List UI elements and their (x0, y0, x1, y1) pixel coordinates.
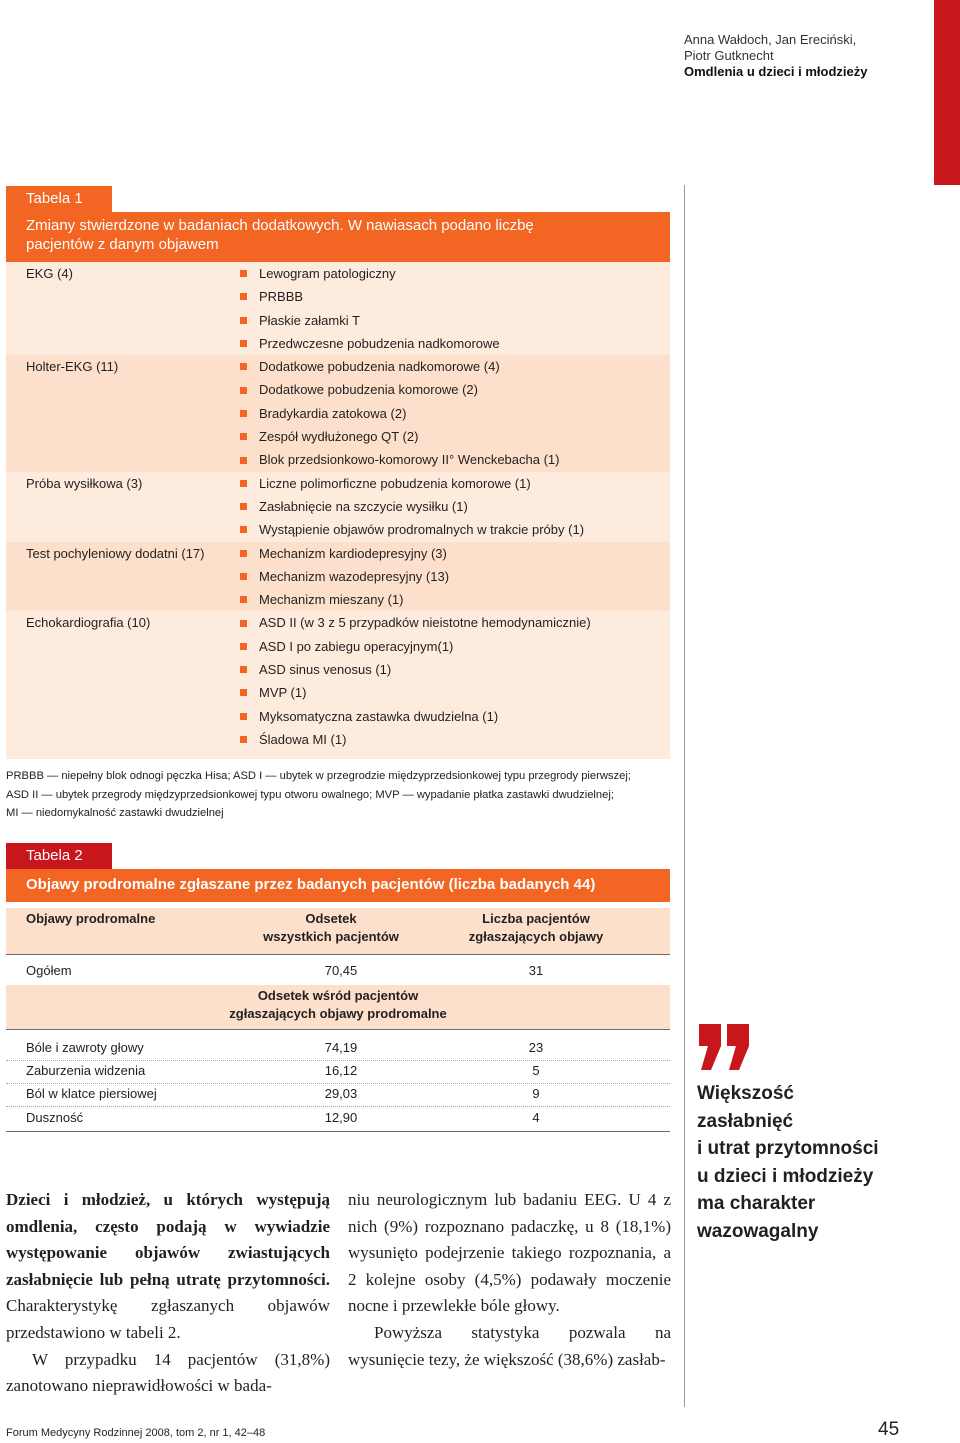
table1-row-ekg (6, 262, 670, 355)
bullet-square-icon (240, 596, 247, 603)
body-column-right (348, 1187, 671, 1373)
table1-item: Zasłabnięcie na szczycie wysiłku (1) (240, 495, 670, 518)
quote-mark-icon (697, 1022, 757, 1072)
body-column-left (6, 1187, 330, 1400)
bullet-square-icon (240, 503, 247, 510)
table1-item: ASD I po zabiegu operacyjnym(1) (240, 635, 670, 658)
bullet-square-icon (240, 643, 247, 650)
table1-item: ASD sinus venosus (1) (240, 658, 670, 681)
table1-row-holter (6, 355, 670, 471)
footnote-line: ASD II — ubytek przegrody międzyprzedsionkowej typu otworu owalnego; MVP — wypadanie płatka zastawki dwudzielnej; (6, 788, 614, 801)
bullet-square-icon (240, 340, 247, 347)
body-paragraph: Powyższa statystyka pozwala na wysunięcie tezy, że większość (38,6%) zasłab- (348, 1322, 671, 1369)
table2-tab: Tabela 2 (6, 843, 112, 869)
page-accent-bar (934, 0, 960, 185)
table1-item: Bradykardia zatokowa (2) (240, 402, 670, 425)
body-paragraph: W przypadku 14 pacjentów (31,8%) zanotowano nieprawidłowości w bada- (6, 1349, 330, 1396)
lead-text: Dzieci i młodzież, u których występują omdlenia, często podają w wywiadzie występowanie objawów zwiastujących zasłabnięcie lub pełną utratę przytomności. (6, 1190, 330, 1289)
table1-item: Płaskie załamki T (240, 309, 670, 332)
body-paragraph: niu neurologicznym lub badaniu EEG. U 4 z nich (9%) rozpoznano padaczkę, u 8 (18,1%) wysunięto podejrzenie takiego rozpoznania, a 2 kolejne osoby (4,5%) podawały moczenie nocne i przewlekłe bóle głowy. (348, 1190, 671, 1316)
footnote-line: MI — niedomykalność zastawki dwudzielnej (6, 807, 224, 819)
table1-tab: Tabela 1 (6, 186, 112, 212)
table1-item: Myksomatyczna zastawka dwudzielna (1) (240, 705, 670, 728)
pull-quote: Większość zasłabnięć i utrat przytomności u dzieci i młodzieży ma charakter wazowagalny (697, 1083, 879, 1242)
table1-item: Dodatkowe pobudzenia komorowe (2) (240, 378, 670, 401)
bullet-square-icon (240, 317, 247, 324)
table2-col-header-symptom: Objawy prodromalne (26, 911, 156, 926)
bullet-square-icon (240, 410, 247, 417)
table1-item: ASD II (w 3 z 5 przypadków nieistotne hemodynamicznie) (240, 611, 670, 634)
bullet-square-icon (240, 387, 247, 394)
table1-item: Mechanizm kardiodepresyjny (3) (240, 542, 670, 565)
table1-item: Przedwczesne pobudzenia nadkomorowe (240, 332, 670, 355)
table2-col-header-percent: Odsetek wszystkich pacjentów (263, 911, 399, 944)
table1-caption (6, 212, 670, 264)
table1-item: PRBBB (240, 285, 670, 308)
bullet-square-icon (240, 666, 247, 673)
table1-item: Liczne polimorficzne pobudzenia komorowe (1) (240, 472, 670, 495)
table2-rule (6, 954, 670, 955)
authors-line-1: Anna Wałdoch, Jan Ereciński, (684, 32, 857, 47)
table2-rule (6, 1029, 670, 1030)
table2-header (6, 843, 670, 902)
table1-item: Zespół wydłużonego QT (2) (240, 425, 670, 448)
table1-item: MVP (1) (240, 681, 670, 704)
running-header-title: Omdlenia u dzieci i młodzieży (684, 64, 868, 79)
page-number: 45 (878, 1419, 900, 1440)
bullet-square-icon (240, 293, 247, 300)
table1-item: Mechanizm wazodepresyjny (13) (240, 565, 670, 588)
bullet-square-icon (240, 689, 247, 696)
bullet-square-icon (240, 736, 247, 743)
table1-header (6, 186, 670, 264)
table2-subheader: Odsetek wśród pacjentów zgłaszających objawy prodromalne (6, 985, 670, 1029)
table1-row-echo (6, 611, 670, 759)
running-header-authors (684, 32, 856, 64)
bullet-square-icon (240, 433, 247, 440)
table1-caption-line1: Zmiany stwierdzone w badaniach dodatkowych. W nawiasach podano liczbę (26, 217, 534, 234)
bullet-square-icon (240, 526, 247, 533)
table1-item: Blok przedsionkowo-komorowy II° Wenckebacha (1) (240, 448, 670, 471)
column-divider (684, 185, 685, 1407)
table1-body (6, 262, 670, 759)
table2-rule (6, 1131, 670, 1132)
table1-category: Test pochyleniowy dodatni (17) (26, 545, 205, 561)
table1-row-proba (6, 472, 670, 542)
table-row: Zaburzenia widzenia 16,12 5 (26, 1063, 540, 1078)
table-row: Bóle i zawroty głowy 74,19 23 (26, 1040, 544, 1055)
authors-line-2: Piotr Gutknecht (684, 48, 774, 63)
table1-item: Lewogram patologiczny (240, 262, 670, 285)
table1-item: Wystąpienie objawów prodromalnych w trakcie próby (1) (240, 518, 670, 541)
table2-col-header-count: Liczba pacjentów zgłaszających objawy (468, 911, 604, 944)
bullet-square-icon (240, 620, 247, 627)
table1-caption-line2: pacjentów z danym objawem (26, 236, 219, 253)
table-row: Ból w klatce piersiowej 29,03 9 (26, 1086, 540, 1101)
table2-row-total: Ogółem 70,45 31 (26, 963, 544, 978)
table-row: Duszność 12,90 4 (26, 1110, 540, 1125)
table2-column-headers (6, 908, 670, 954)
table1-category: Holter-EKG (11) (26, 359, 119, 375)
footnote-line: PRBBB — niepełny blok odnogi pęczka Hisa; ASD I — ubytek w przegrodzie międzyprzedsionkowej typu przegrody pierwszej; (6, 770, 631, 782)
bullet-square-icon (240, 457, 247, 464)
table1-item: Mechanizm mieszany (1) (240, 588, 670, 611)
table1-category: Próba wysiłkowa (3) (26, 475, 143, 491)
table1-category: Echokardiografia (10) (26, 615, 151, 631)
bullet-square-icon (240, 363, 247, 370)
lead-rest: Charakterystykę zgłaszanych objawów przedstawiono w tabeli 2. (6, 1296, 330, 1342)
journal-citation: Forum Medycyny Rodzinnej 2008, tom 2, nr 1, 42–48 (6, 1427, 266, 1439)
table1-item: Dodatkowe pobudzenia nadkomorowe (4) (240, 355, 670, 378)
table1-item: Śladowa MI (1) (240, 728, 670, 751)
table2-caption: Objawy prodromalne zgłaszane przez badanych pacjentów (liczba badanych 44) (6, 869, 670, 902)
bullet-square-icon (240, 270, 247, 277)
bullet-square-icon (240, 713, 247, 720)
table1-category: EKG (4) (26, 266, 73, 281)
table1-row-tilt-test (6, 542, 670, 612)
bullet-square-icon (240, 550, 247, 557)
bullet-square-icon (240, 480, 247, 487)
bullet-square-icon (240, 573, 247, 580)
table1-footnote (6, 767, 682, 823)
body-paragraph (6, 1187, 330, 1347)
